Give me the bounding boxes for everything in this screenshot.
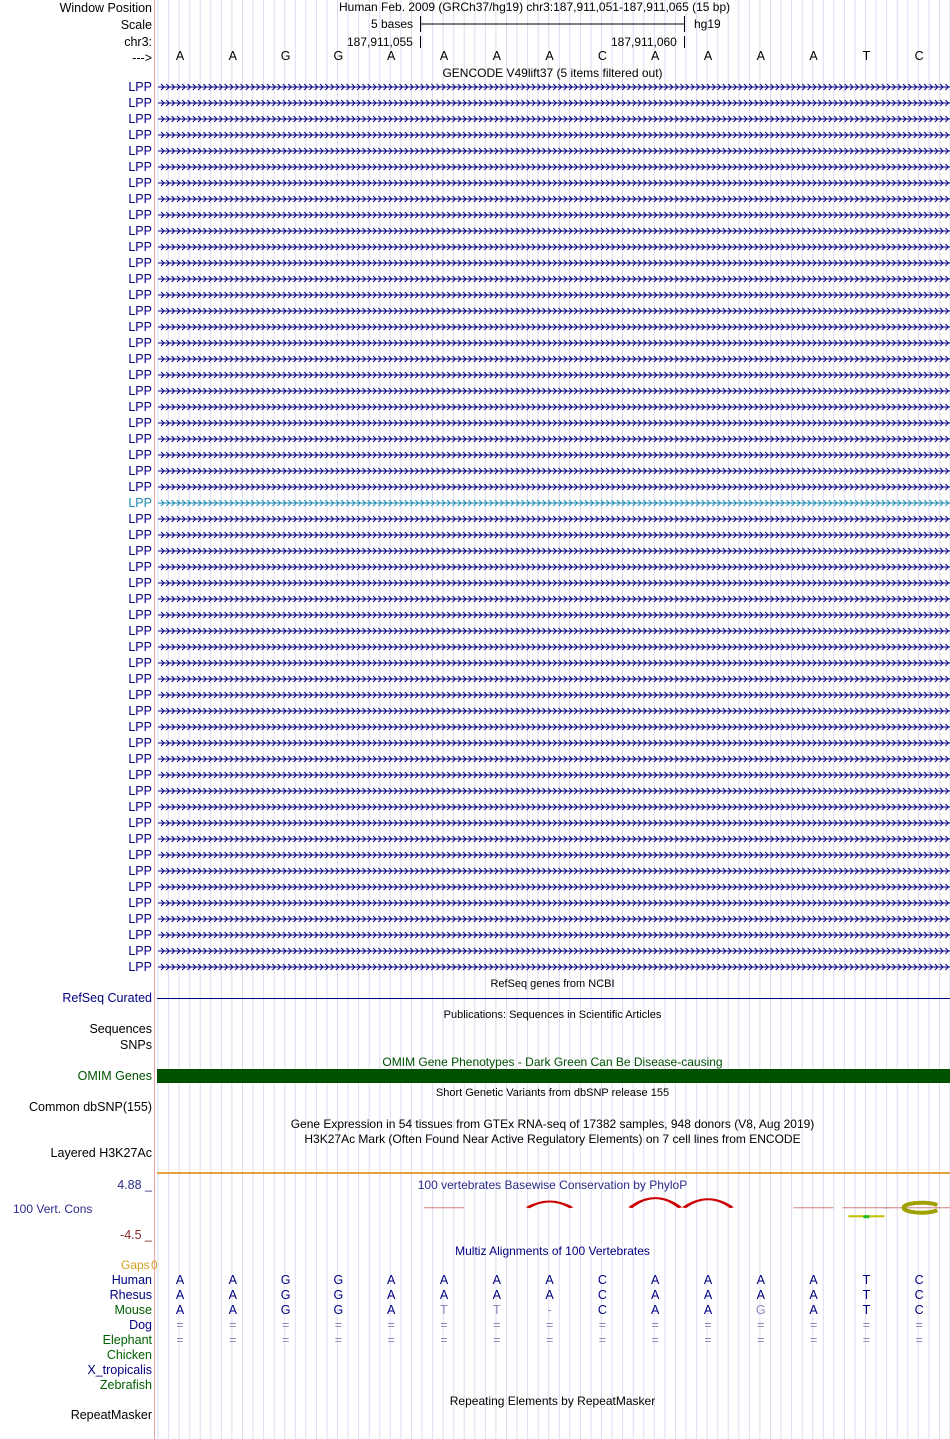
gencode-transcript-line[interactable] (155, 738, 950, 748)
gencode-transcript-label[interactable]: LPP (128, 688, 152, 702)
alignment-base: = (440, 1318, 448, 1332)
h3k27ac-signal-line (157, 1172, 950, 1174)
gencode-transcript-label[interactable]: LPP (128, 128, 152, 142)
species-label[interactable]: Dog (129, 1318, 152, 1332)
gencode-transcript-label[interactable]: LPP (128, 288, 152, 302)
reference-base: A (756, 49, 765, 63)
gencode-track-title[interactable]: GENCODE V49lift37 (5 items filtered out) (442, 66, 663, 80)
gencode-transcript-label[interactable]: LPP (128, 720, 152, 734)
alignment-base: = (493, 1318, 501, 1332)
alignment-base: = (598, 1333, 607, 1347)
gencode-transcript-label[interactable]: LPP (128, 848, 152, 862)
gencode-transcript-line[interactable] (155, 690, 950, 700)
gencode-transcript-line[interactable] (155, 514, 950, 524)
gencode-transcript-label[interactable]: LPP (128, 320, 152, 334)
gencode-transcript-label[interactable]: LPP (128, 272, 152, 286)
gencode-transcript-label[interactable]: LPP (128, 912, 152, 926)
gencode-transcript-line[interactable] (155, 434, 950, 444)
alignment-base: C (914, 1303, 924, 1317)
gencode-transcript-line[interactable] (155, 82, 950, 92)
phylop-plot (155, 1195, 950, 1230)
gencode-transcript-line[interactable] (155, 546, 950, 556)
gencode-transcript-line[interactable] (155, 914, 950, 924)
gencode-transcript-label[interactable]: LPP (128, 256, 152, 270)
alignment-base: G (333, 1273, 344, 1287)
alignment-base: C (914, 1273, 924, 1287)
phylop-track-label[interactable]: 100 Vert. Cons (13, 1202, 93, 1216)
gencode-transcript-line[interactable] (155, 338, 950, 348)
reference-base: A (651, 49, 660, 63)
alignment-base: A (439, 1288, 449, 1302)
gencode-transcript-label[interactable]: LPP (128, 560, 152, 574)
reference-base: T (862, 49, 871, 63)
alignment-base: A (387, 1288, 396, 1302)
gencode-transcript-label[interactable]: LPP (128, 336, 152, 350)
gaps-value: 0 (151, 1258, 158, 1272)
gencode-transcript-line[interactable] (155, 866, 950, 876)
phylop-score-mark (863, 1215, 869, 1218)
alignment-base: = (281, 1318, 290, 1332)
alignment-base: = (176, 1333, 184, 1347)
gencode-transcript-label[interactable]: LPP (128, 576, 152, 590)
reference-base: C (914, 49, 924, 63)
alignment-base: = (334, 1333, 343, 1347)
gencode-transcript-label[interactable]: LPP (128, 432, 152, 446)
gtex-track-title[interactable]: Gene Expression in 54 tissues from GTEx RNA-seq of 17382 samples, 948 donors (V8, Aug 2019) (290, 1117, 815, 1131)
reference-base: A (175, 49, 185, 63)
gencode-transcript-line[interactable] (155, 674, 950, 684)
alignment-base: G (333, 1288, 344, 1302)
gaps-label: Gaps (121, 1258, 150, 1272)
gencode-transcript-line[interactable] (155, 562, 950, 572)
assembly-short-label: hg19 (694, 17, 721, 31)
gencode-transcript-line[interactable] (155, 962, 950, 972)
coord-left: 187,911,055 (347, 35, 413, 49)
alignment-base: = (387, 1333, 395, 1347)
gencode-transcript-label[interactable]: LPP (128, 880, 152, 894)
alignment-base: = (387, 1318, 395, 1332)
alignment-base: A (809, 1303, 818, 1317)
gencode-transcript-line[interactable] (155, 770, 950, 780)
alignment-base: A (492, 1273, 501, 1287)
reference-base: A (545, 49, 554, 63)
gencode-transcript-label[interactable]: LPP (128, 672, 152, 686)
alignment-base: G (280, 1288, 291, 1302)
alignment-base: = (915, 1318, 923, 1332)
phylop-score-mark (526, 1200, 574, 1208)
gencode-transcript-label[interactable]: LPP (128, 832, 152, 846)
gencode-transcript-line[interactable] (155, 850, 950, 860)
gencode-transcript-line[interactable] (155, 386, 950, 396)
reference-base: A (703, 49, 713, 63)
chr-label[interactable]: chr3: (124, 35, 152, 49)
alignment-base: A (492, 1288, 501, 1302)
alignment-base: T (440, 1303, 448, 1317)
gencode-transcript-label[interactable]: LPP (128, 416, 152, 430)
coord-right: 187,911,060 (611, 35, 677, 49)
alignment-base: A (228, 1303, 237, 1317)
omim-gene-bar[interactable] (157, 1069, 950, 1083)
gencode-transcript-label[interactable]: LPP (128, 400, 152, 414)
alignment-base: C (597, 1273, 607, 1287)
gencode-transcript-label[interactable]: LPP (128, 864, 152, 878)
alignment-base: A (703, 1288, 713, 1302)
phylop-score-mark (682, 1198, 734, 1208)
h3k27ac-track-label[interactable]: Layered H3K27Ac (50, 1146, 152, 1160)
refseq-track-title[interactable]: RefSeq genes from NCBI (490, 978, 615, 990)
gencode-transcript-line[interactable] (155, 802, 950, 812)
gencode-transcript-label[interactable]: LPP (128, 480, 152, 494)
gencode-transcript-line[interactable] (155, 642, 950, 652)
alignment-base: T (862, 1273, 871, 1287)
gencode-transcript-line[interactable] (155, 242, 950, 252)
alignment-base: G (280, 1303, 291, 1317)
gencode-transcript-line[interactable] (155, 162, 950, 172)
gencode-transcript-line[interactable] (155, 354, 950, 364)
gencode-transcript-label[interactable]: LPP (128, 448, 152, 462)
gencode-transcript-label[interactable]: LPP (128, 208, 152, 222)
omim-track-title[interactable]: OMIM Gene Phenotypes - Dark Green Can Be Disease-causing (382, 1055, 723, 1069)
strand-arrow-label[interactable]: ---> (132, 51, 152, 65)
alignment-base: = (704, 1333, 712, 1347)
gencode-transcript-line[interactable] (155, 114, 950, 124)
gencode-transcript-line[interactable] (155, 418, 950, 428)
alignment-base: A (228, 1273, 237, 1287)
gencode-transcript-label[interactable]: LPP (128, 736, 152, 750)
alignment-base: A (756, 1273, 765, 1287)
gencode-transcript-label[interactable]: LPP (128, 240, 152, 254)
alignment-base: A (228, 1288, 237, 1302)
alignment-base: = (862, 1333, 871, 1347)
species-label[interactable]: X_tropicalis (87, 1363, 152, 1377)
gencode-transcript-label[interactable]: LPP (128, 384, 152, 398)
alignment-base: G (280, 1273, 291, 1287)
gencode-transcript-label[interactable]: LPP (128, 192, 152, 206)
gencode-transcript-label[interactable]: LPP (128, 496, 152, 510)
alignment-base: = (229, 1333, 237, 1347)
refseq-track-label[interactable]: RefSeq Curated (62, 991, 152, 1005)
snps-track-label[interactable]: SNPs (120, 1038, 152, 1052)
gencode-transcript-label[interactable]: LPP (128, 784, 152, 798)
gencode-transcript-label[interactable]: LPP (128, 464, 152, 478)
scale-label[interactable]: Scale (120, 18, 152, 32)
alignment-base: = (598, 1318, 607, 1332)
h3k27ac-track-title[interactable]: H3K27Ac Mark (Often Found Near Active Regulatory Elements) on 7 cell lines from ENCODE (304, 1132, 801, 1146)
reference-base: A (228, 49, 237, 63)
reference-base: A (492, 49, 501, 63)
phylop-ymax-label: 4.88 _ (117, 1178, 152, 1192)
gencode-transcript-line[interactable] (155, 370, 950, 380)
alignment-base: T (862, 1303, 871, 1317)
alignment-base: A (175, 1288, 185, 1302)
alignment-base: = (915, 1333, 923, 1347)
gencode-transcript-line[interactable] (155, 146, 950, 156)
alignment-base: G (755, 1303, 766, 1317)
alignment-base: C (597, 1288, 607, 1302)
gencode-transcript-line[interactable] (155, 306, 950, 316)
phylop-score-mark (628, 1197, 682, 1208)
gencode-transcript-line[interactable] (155, 754, 950, 764)
gencode-transcript-label[interactable]: LPP (128, 512, 152, 526)
alignment-base: = (862, 1318, 871, 1332)
alignment-base: - (547, 1303, 552, 1317)
alignment-base: = (809, 1333, 818, 1347)
gencode-transcript-label[interactable]: LPP (128, 304, 152, 318)
gencode-transcript-label[interactable]: LPP (128, 816, 152, 830)
alignment-base: = (545, 1318, 554, 1332)
gencode-transcript-line[interactable] (155, 210, 950, 220)
alignment-base: = (176, 1318, 184, 1332)
species-label[interactable]: Chicken (106, 1348, 152, 1362)
gencode-transcript-label[interactable]: LPP (128, 592, 152, 606)
species-label[interactable]: Rhesus (109, 1288, 152, 1302)
species-label[interactable]: Zebrafish (99, 1378, 152, 1392)
alignment-base: = (440, 1333, 448, 1347)
gencode-transcript-line[interactable] (155, 658, 950, 668)
gencode-transcript-label[interactable]: LPP (128, 176, 152, 190)
reference-base: A (809, 49, 818, 63)
gencode-transcript-line[interactable] (155, 530, 950, 540)
phylop-score-mark (883, 1207, 950, 1208)
gencode-transcript-line[interactable] (155, 610, 950, 620)
alignment-base: T (862, 1288, 871, 1302)
reference-base: C (597, 49, 607, 63)
gencode-transcript-line[interactable] (155, 498, 950, 508)
gencode-transcript-line[interactable] (155, 898, 950, 908)
alignment-base: A (545, 1273, 554, 1287)
gencode-transcript-label[interactable]: LPP (128, 768, 152, 782)
alignment-base: = (651, 1318, 659, 1332)
gencode-transcript-label[interactable]: LPP (128, 224, 152, 238)
alignment-base: = (281, 1333, 290, 1347)
gencode-transcript-label[interactable]: LPP (128, 144, 152, 158)
gencode-transcript-line[interactable] (155, 178, 950, 188)
alignment-base: = (757, 1318, 765, 1332)
gencode-transcript-line[interactable] (155, 290, 950, 300)
alignment-base: A (651, 1303, 660, 1317)
gencode-transcript-line[interactable] (155, 722, 950, 732)
gencode-transcript-label[interactable]: LPP (128, 800, 152, 814)
reference-base: A (439, 49, 449, 63)
dbsnp-track-title[interactable]: Short Genetic Variants from dbSNP release 155 (435, 1087, 670, 1099)
assembly-position-title: Human Feb. 2009 (GRCh37/hg19) chr3:187,911,051-187,911,065 (15 bp) (339, 0, 731, 14)
gencode-transcript-line[interactable] (155, 626, 950, 636)
reference-base: G (333, 49, 344, 63)
alignment-base: A (387, 1273, 396, 1287)
alignment-base: = (757, 1333, 765, 1347)
gencode-transcript-line[interactable] (155, 706, 950, 716)
gencode-transcript-label[interactable]: LPP (128, 928, 152, 942)
gencode-transcript-label[interactable]: LPP (128, 704, 152, 718)
alignment-base: = (493, 1333, 501, 1347)
gencode-transcript-line[interactable] (155, 930, 950, 940)
window-position-label[interactable]: Window Position (59, 1, 152, 15)
alignment-base: = (334, 1318, 343, 1332)
alignment-base: A (703, 1273, 713, 1287)
gencode-transcript-label[interactable]: LPP (128, 640, 152, 654)
gencode-transcript-line[interactable] (155, 194, 950, 204)
dbsnp-track-label[interactable]: Common dbSNP(155) (29, 1100, 152, 1114)
gencode-transcript-label[interactable]: LPP (128, 656, 152, 670)
gencode-transcript-label[interactable]: LPP (128, 752, 152, 766)
species-label[interactable]: Elephant (102, 1333, 152, 1347)
alignment-base: A (545, 1288, 554, 1302)
gencode-transcript-label[interactable]: LPP (128, 112, 152, 126)
alignment-base: A (439, 1273, 449, 1287)
alignment-base: = (809, 1318, 818, 1332)
gencode-transcript-line[interactable] (155, 274, 950, 284)
alignment-base: = (545, 1333, 554, 1347)
species-label[interactable]: Human (111, 1273, 152, 1287)
scale-bases-text: 5 bases (371, 17, 414, 31)
gencode-transcript-label[interactable]: LPP (128, 160, 152, 174)
gencode-transcript-label[interactable]: LPP (128, 368, 152, 382)
gencode-transcript-label[interactable]: LPP (128, 352, 152, 366)
omim-track-label[interactable]: OMIM Genes (77, 1069, 152, 1083)
gencode-transcript-line[interactable] (155, 946, 950, 956)
gencode-transcript-line[interactable] (155, 450, 950, 460)
alignment-base: A (703, 1303, 713, 1317)
alignment-base: A (651, 1273, 660, 1287)
repeatmasker-track-label[interactable]: RepeatMasker (70, 1408, 152, 1422)
alignment-base: = (229, 1318, 237, 1332)
gencode-transcript-label[interactable]: LPP (128, 544, 152, 558)
repeatmasker-track-title[interactable]: Repeating Elements by RepeatMasker (449, 1394, 656, 1408)
alignment-base: = (704, 1318, 712, 1332)
alignment-base: C (597, 1303, 607, 1317)
alignment-base: A (809, 1273, 818, 1287)
gencode-transcript-line[interactable] (155, 882, 950, 892)
gencode-transcript-line[interactable] (155, 594, 950, 604)
alignment-base: A (756, 1288, 765, 1302)
gencode-transcript-label[interactable]: LPP (128, 896, 152, 910)
alignment-base: A (387, 1303, 396, 1317)
phylop-ymin-label: -4.5 _ (120, 1228, 152, 1242)
gencode-transcript-line[interactable] (155, 322, 950, 332)
gencode-transcript-label[interactable]: LPP (128, 944, 152, 958)
alignment-base: G (333, 1303, 344, 1317)
gencode-transcript-label[interactable]: LPP (128, 528, 152, 542)
gencode-transcript-line[interactable] (155, 818, 950, 828)
gencode-transcript-label[interactable]: LPP (128, 608, 152, 622)
phylop-score-mark (794, 1207, 834, 1208)
alignment-base: A (175, 1303, 185, 1317)
publications-track-title[interactable]: Publications: Sequences in Scientific Articles (443, 1009, 662, 1021)
phylop-score-mark (424, 1207, 464, 1208)
gencode-transcript-line[interactable] (155, 98, 950, 108)
alignment-base: A (175, 1273, 185, 1287)
gencode-transcript-line[interactable] (155, 834, 950, 844)
reference-base: G (280, 49, 291, 63)
gencode-transcript-line[interactable] (155, 482, 950, 492)
publications-track-label[interactable]: Sequences (89, 1022, 152, 1036)
alignment-base: T (492, 1303, 501, 1317)
refseq-gene-line[interactable] (157, 998, 950, 999)
gencode-transcript-line[interactable] (155, 130, 950, 140)
gencode-transcript-line[interactable] (155, 402, 950, 412)
gencode-transcript-label[interactable]: LPP (128, 96, 152, 110)
gencode-transcript-line[interactable] (155, 258, 950, 268)
alignment-base: C (914, 1288, 924, 1302)
alignment-base: A (809, 1288, 818, 1302)
gencode-transcript-line[interactable] (155, 466, 950, 476)
gencode-transcript-label[interactable]: LPP (128, 624, 152, 638)
gencode-transcript-line[interactable] (155, 786, 950, 796)
gencode-transcript-line[interactable] (155, 578, 950, 588)
multiz-track-title[interactable]: Multiz Alignments of 100 Vertebrates (455, 1244, 650, 1258)
alignment-base: A (651, 1288, 660, 1302)
alignment-base: = (651, 1333, 659, 1347)
gencode-transcript-label[interactable]: LPP (128, 960, 152, 974)
phylop-track-title[interactable]: 100 vertebrates Basewise Conservation by PhyloP (417, 1178, 688, 1192)
reference-base: A (387, 49, 396, 63)
gencode-transcript-line[interactable] (155, 226, 950, 236)
gencode-transcript-label[interactable]: LPP (128, 80, 152, 94)
species-label[interactable]: Mouse (114, 1303, 152, 1317)
